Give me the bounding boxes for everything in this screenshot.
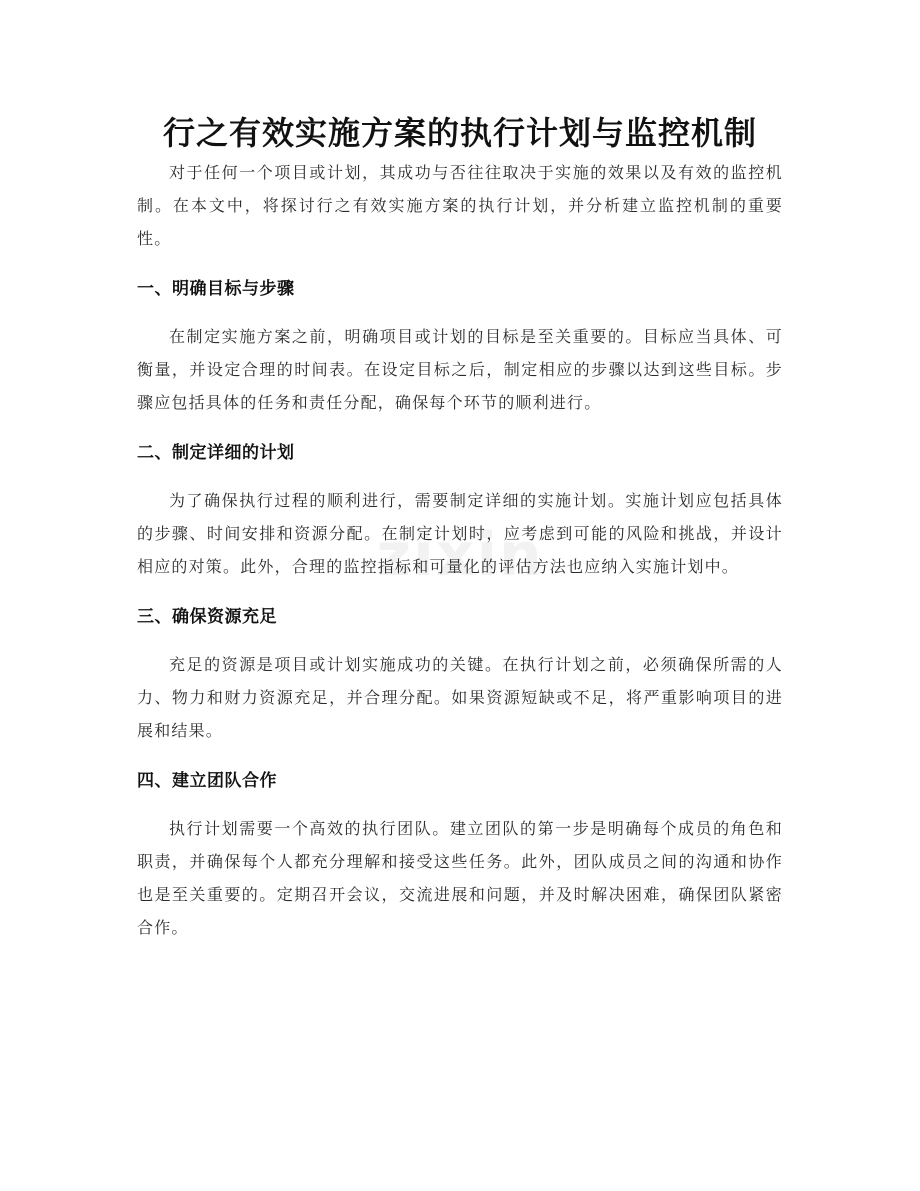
section-goals bbox=[137, 273, 783, 419]
intro-paragraph: 对于任何一个项目或计划，其成功与否往往取决于实施的效果以及有效的监控机制。在本文中，将探讨行之有效实施方案的执行计划，并分析建立监控机制的重要性。 bbox=[137, 163, 783, 248]
section-heading: 三、确保资源充足 bbox=[137, 607, 277, 627]
watermark: zixin bbox=[376, 520, 544, 590]
section-paragraph: 执行计划需要一个高效的执行团队。建立团队的第一步是明确每个成员的角色和职责，并确保每个人都充分理解和接受这些任务。此外，团队成员之间的沟通和协作也是至关重要的。定期召开会议，交流进展和问题，并及时解决困难，确保团队紧密合作。 bbox=[137, 819, 783, 937]
document-title: 行之有效实施方案的执行计划与监控机制 bbox=[162, 114, 757, 152]
section-paragraph: 为了确保执行过程的顺利进行，需要制定详细的实施计划。实施计划应包括具体的步骤、时间安排和资源分配。在制定计划时，应考虑到可能的风险和挑战，并设计相应的对策。此外，合理的监控指标和可量化的评估方法也应纳入实施计划中。 bbox=[137, 491, 783, 576]
section-resources bbox=[137, 601, 783, 747]
section-heading: 四、建立团队合作 bbox=[137, 771, 277, 791]
section-paragraph: 在制定实施方案之前，明确项目或计划的目标是至关重要的。目标应当具体、可衡量，并设定合理的时间表。在设定目标之后，制定相应的步骤以达到这些目标。步骤应包括具体的任务和责任分配，确保每个环节的顺利进行。 bbox=[137, 327, 783, 412]
section-heading: 一、明确目标与步骤 bbox=[137, 279, 295, 299]
section-heading: 二、制定详细的计划 bbox=[137, 443, 295, 463]
section-paragraph: 充足的资源是项目或计划实施成功的关键。在执行计划之前，必须确保所需的人力、物力和财力资源充足，并合理分配。如果资源短缺或不足，将严重影响项目的进展和结果。 bbox=[137, 655, 783, 740]
section-plan bbox=[137, 437, 783, 583]
section-teamwork bbox=[137, 765, 783, 944]
